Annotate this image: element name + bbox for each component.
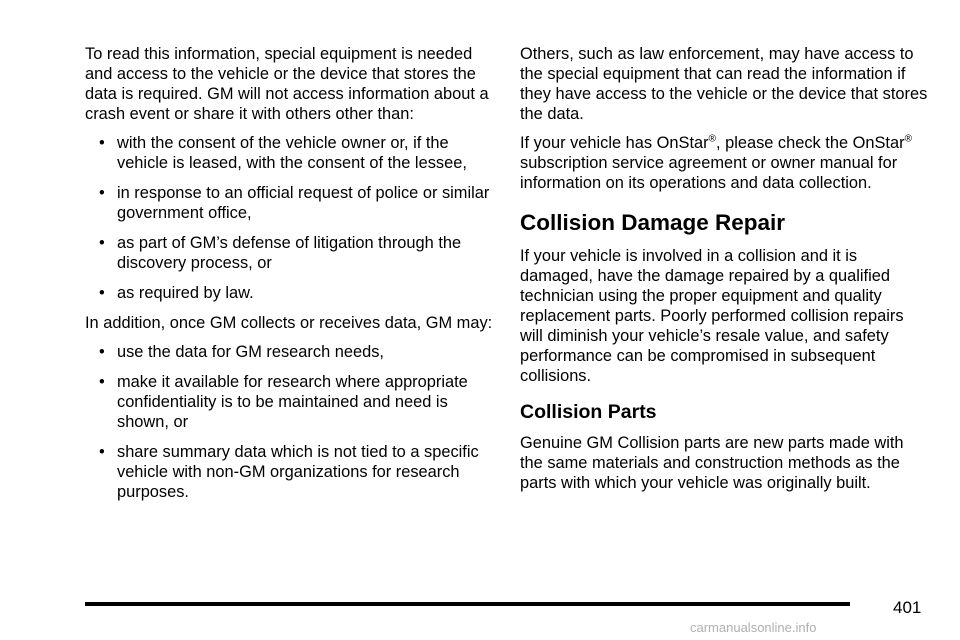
collision-repair-paragraph: If your vehicle is involved in a collision and it is damaged, have the damage repaired by a qualified technician using the proper equipment and quality replacement parts. Poorly performed collision repairs will diminish your vehicle’s resale value, and safety performance can be compromised in subsequent collisions. xyxy=(520,247,904,385)
onstar-text-3: subscription service agreement or owner manual for information on its operations and data collection. xyxy=(520,154,898,192)
others-paragraph: Others, such as law enforcement, may have access to the special equipment that can read the information if they have access to the vehicle or the device that stores the data. xyxy=(520,45,928,123)
list-item: • share summary data which is not tied to a specific vehicle with non-GM organizations for research purposes. xyxy=(85,442,495,502)
onstar-paragraph xyxy=(520,133,930,193)
watermark: carmanualsonline.info xyxy=(690,620,817,635)
footer-rule xyxy=(85,602,850,606)
onstar-text-1: If your vehicle has OnStar xyxy=(520,134,709,152)
registered-mark: ® xyxy=(708,133,716,145)
list-item: • use the data for GM research needs, xyxy=(85,342,495,362)
list-item: • as required by law. xyxy=(85,283,495,303)
list-item: • make it available for research where appropriate confidentiality is to be maintained and need is shown, or xyxy=(85,372,495,432)
share-conditions-list xyxy=(85,133,495,303)
intro-paragraph: To read this information, special equipment is needed and access to the vehicle or the device that stores the data is required. GM will not access information about a crash event or share it with others other than: xyxy=(85,45,489,123)
onstar-text-2: , please check the OnStar xyxy=(715,134,905,152)
left-column xyxy=(85,44,495,512)
addition-paragraph: In addition, once GM collects or receives data, GM may: xyxy=(85,314,493,332)
list-item: • with the consent of the vehicle owner or, if the vehicle is leased, with the consent of the lessee, xyxy=(85,133,495,173)
list-item: • as part of GM’s defense of litigation through the discovery process, or xyxy=(85,233,495,273)
list-item: • in response to an official request of police or similar government office, xyxy=(85,183,495,223)
gm-may-list xyxy=(85,342,495,502)
collision-parts-heading: Collision Parts xyxy=(520,401,657,423)
right-column xyxy=(520,44,930,502)
collision-repair-heading: Collision Damage Repair xyxy=(520,210,786,235)
page-number: 401 xyxy=(893,598,922,617)
collision-parts-paragraph: Genuine GM Collision parts are new parts made with the same materials and construction methods as the parts with which your vehicle was originally built. xyxy=(520,434,904,492)
registered-mark: ® xyxy=(904,133,912,145)
